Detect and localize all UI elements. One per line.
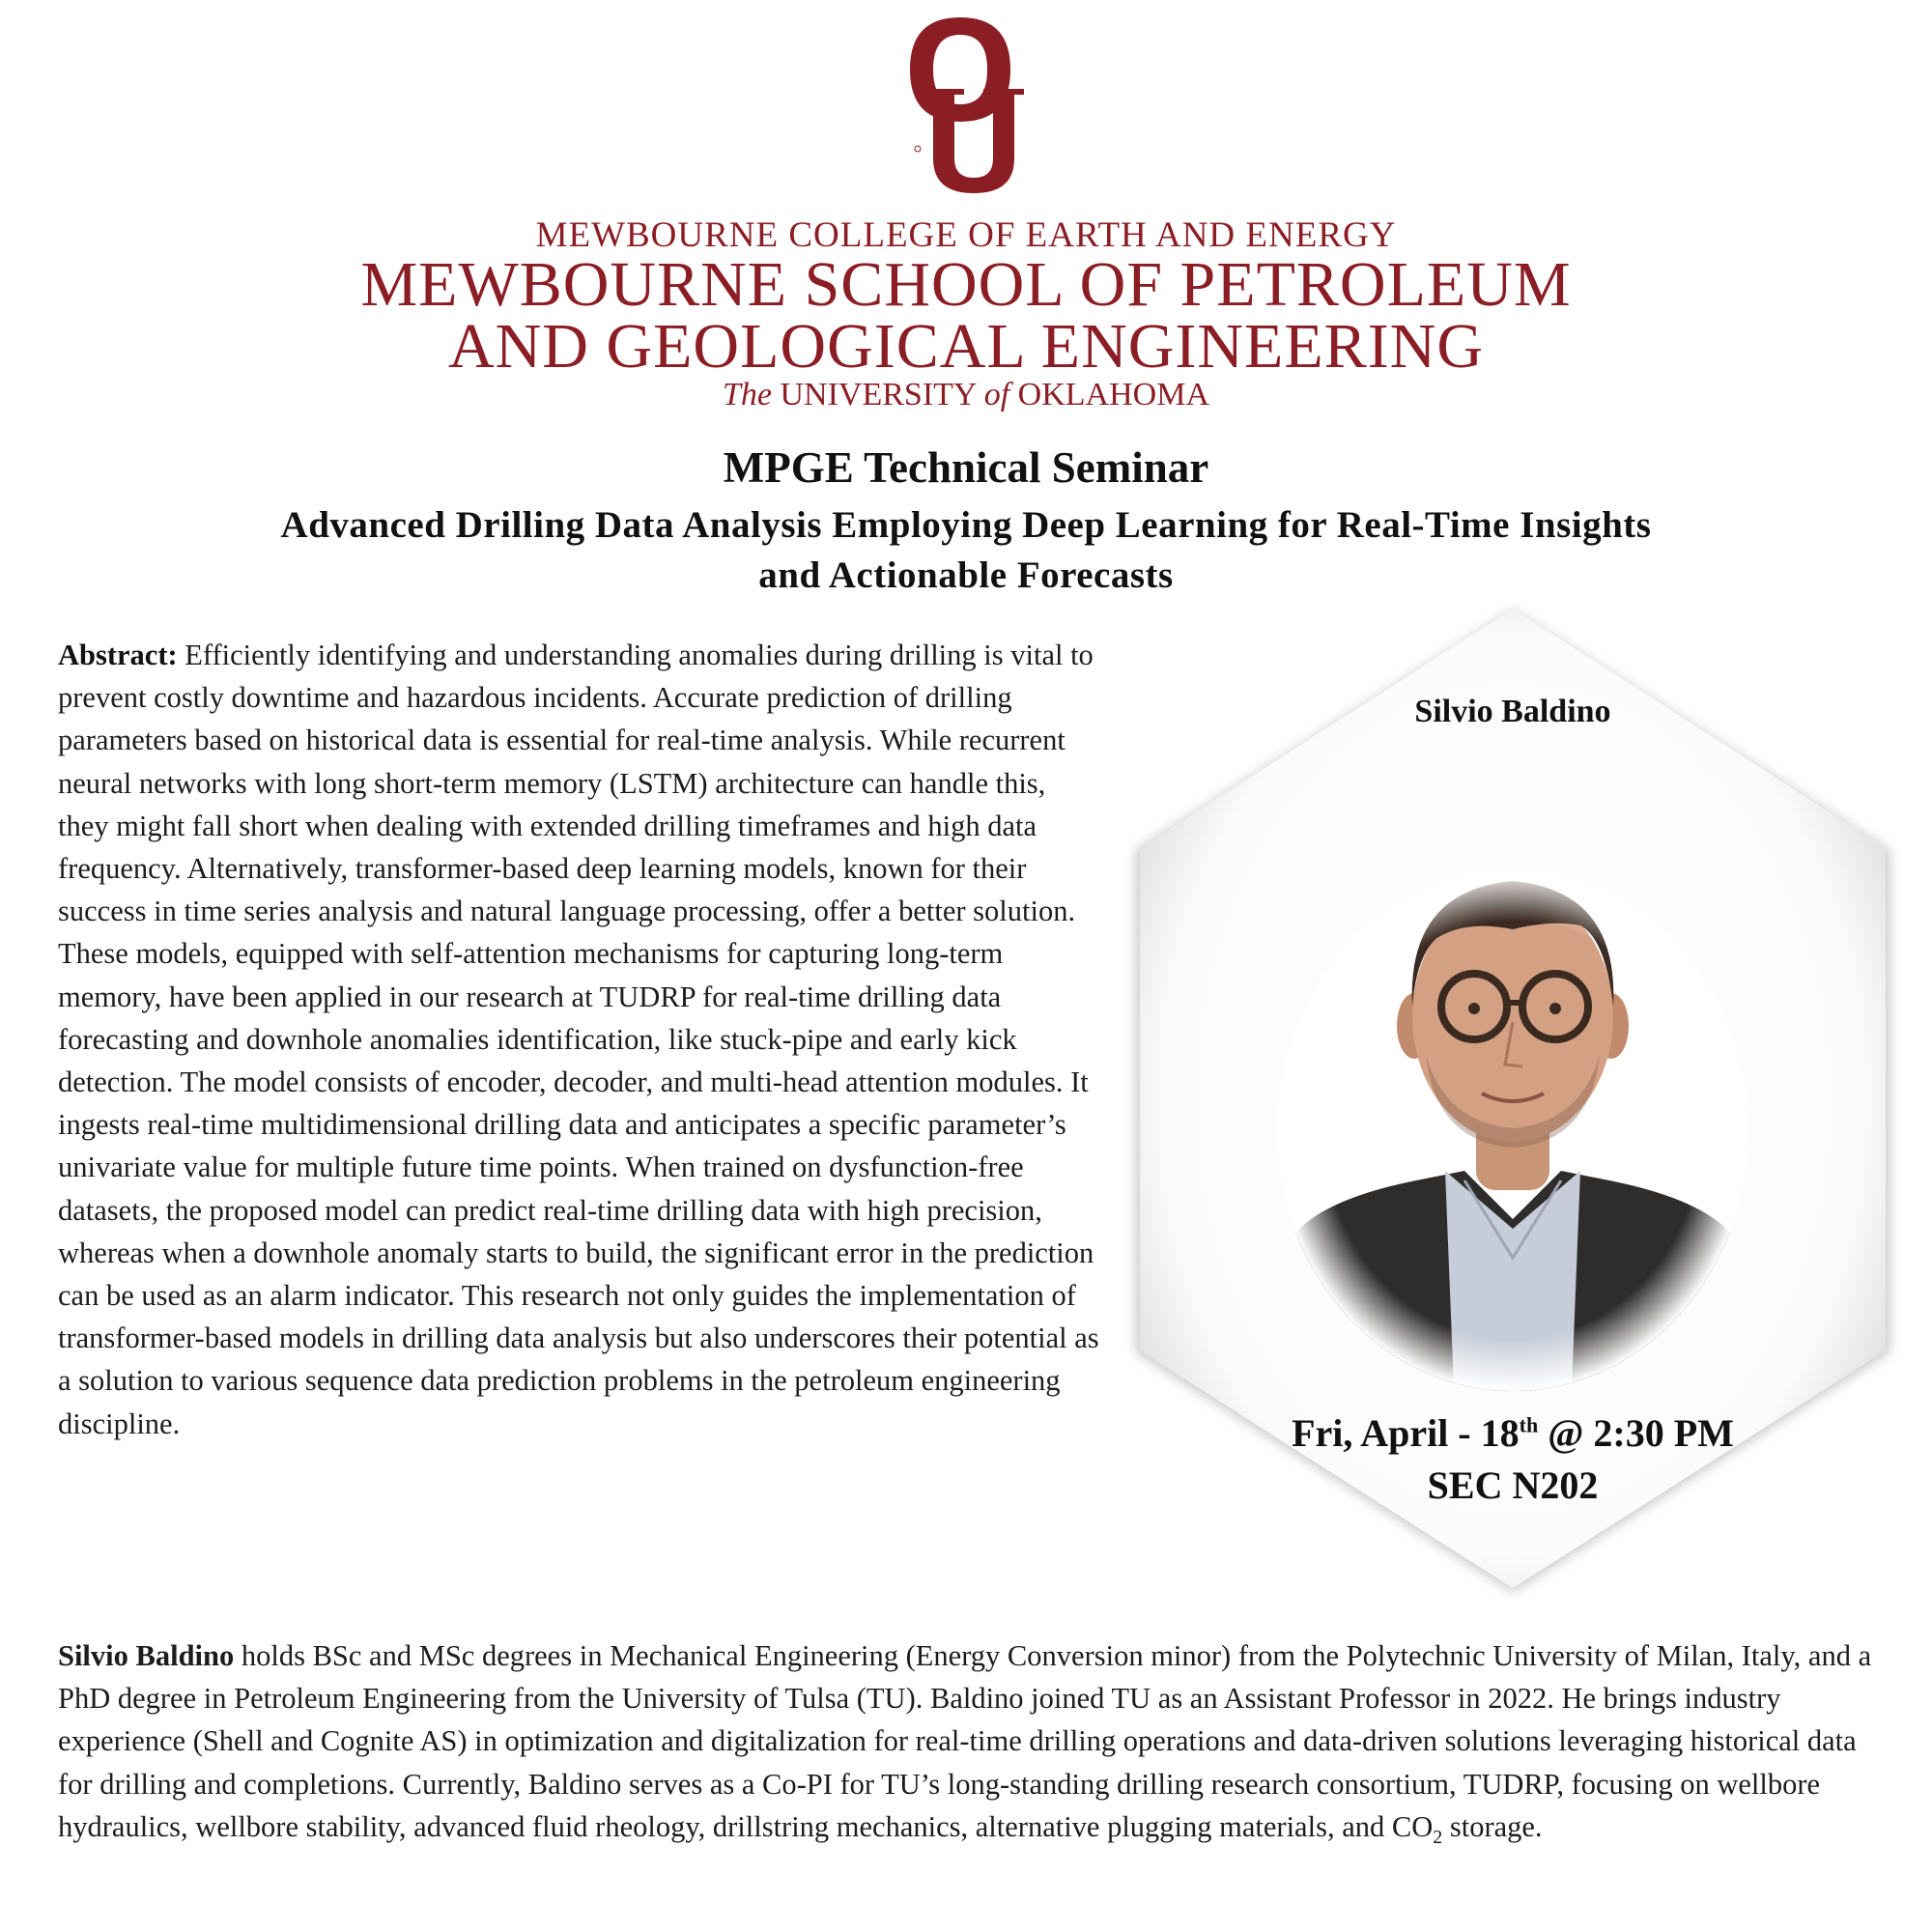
bio-subscript: 2: [1433, 1826, 1443, 1848]
speaker-name: Silvio Baldino: [1414, 694, 1611, 729]
university-name: [0, 377, 1932, 413]
speaker-bio: [58, 1634, 1874, 1859]
bio-text: holds BSc and MSc degrees in Mechanical Engineering (Energy Conversion minor) from the Polytechnic University of Milan, Italy, and a PhD degree in Petroleum Engineering from the University of Tulsa (TU). Baldino joined TU as an Assistant Professor in 2022. He brings industry experience (Shell and Cognite AS) in optimization and digitalization for real-time drilling operations and data-driven solutions leveraging historical data for drilling and completions. Currently, Baldino serves as a Co-PI for TU’s long-standing drilling research consortium, TUDRP, focusing on wellbore hydraulics, wellbore stability, advanced fluid rheology, drillstring mechanics, alternative plugging materials, and CO: [58, 1639, 1872, 1843]
bio-name: Silvio Baldino: [58, 1639, 235, 1672]
abstract-text: Efficiently identifying and understanding anomalies during drilling is vital to prevent costly downtime and hazardous incidents. Accurate prediction of drilling parameters based on historical data is essential for real-time analysis. While recurrent neural networks with long short-term memory (LSTM) architecture can handle this, they might fall short when dealing with extended drilling timeframes and high data frequency. Alternatively, transformer-based deep learning models, known for their success in time series analysis and natural language processing, offer a better solution. These models, equipped with self-attention mechanisms for capturing long-term memory, have been applied in our research at TUDRP for real-time drilling data forecasting and downhole anomalies identification, like stuck-pipe and early kick detection. The model consists of encoder, decoder, and multi-head attention modules. It ingests real-time multidimensional drilling data and anticipates a specific parameter’s univariate value for multiple future time points. When trained on dysfunction-free datasets, the proposed model can predict real-time drilling data with high precision, whereas when a downhole anomaly starts to build, the significant error in the prediction can be used as an alarm indicator. This research not only guides the implementation of transformer-based models in drilling data analysis but also underscores their potential as a solution to various sequence data prediction problems in the petroleum engineering discipline.: [58, 639, 1099, 1440]
school-name-line2: AND GEOLOGICAL ENGINEERING: [447, 311, 1485, 382]
talk-title-line2: and Actionable Forecasts: [758, 554, 1174, 596]
university-word: UNIVERSITY: [780, 377, 977, 412]
seminar-series-title: MPGE Technical Seminar: [723, 443, 1209, 492]
university-the: The: [722, 377, 772, 412]
university-state: OKLAHOMA: [1017, 377, 1209, 412]
event-date: Fri, April - 18: [1292, 1411, 1520, 1455]
talk-title-line1: Advanced Drilling Data Analysis Employing Deep Learning for Real-Time Insights: [280, 504, 1652, 546]
university-of: of: [983, 377, 1010, 412]
event-time: @ 2:30 PM: [1548, 1411, 1734, 1455]
school-name-line1: MEWBOURNE SCHOOL OF PETROLEUM: [360, 249, 1572, 320]
event-datetime: [1126, 1410, 1899, 1456]
abstract-paragraph: [58, 634, 1101, 1445]
bio-tail: storage.: [1442, 1809, 1543, 1843]
event-location: SEC N202: [1427, 1463, 1599, 1507]
abstract-label: Abstract:: [58, 639, 178, 671]
college-name: MEWBOURNE COLLEGE OF EARTH AND ENERGY: [535, 215, 1397, 255]
talk-title: [116, 500, 1816, 601]
event-date-ordinal: th: [1519, 1412, 1539, 1437]
ou-logo: [893, 14, 1039, 197]
